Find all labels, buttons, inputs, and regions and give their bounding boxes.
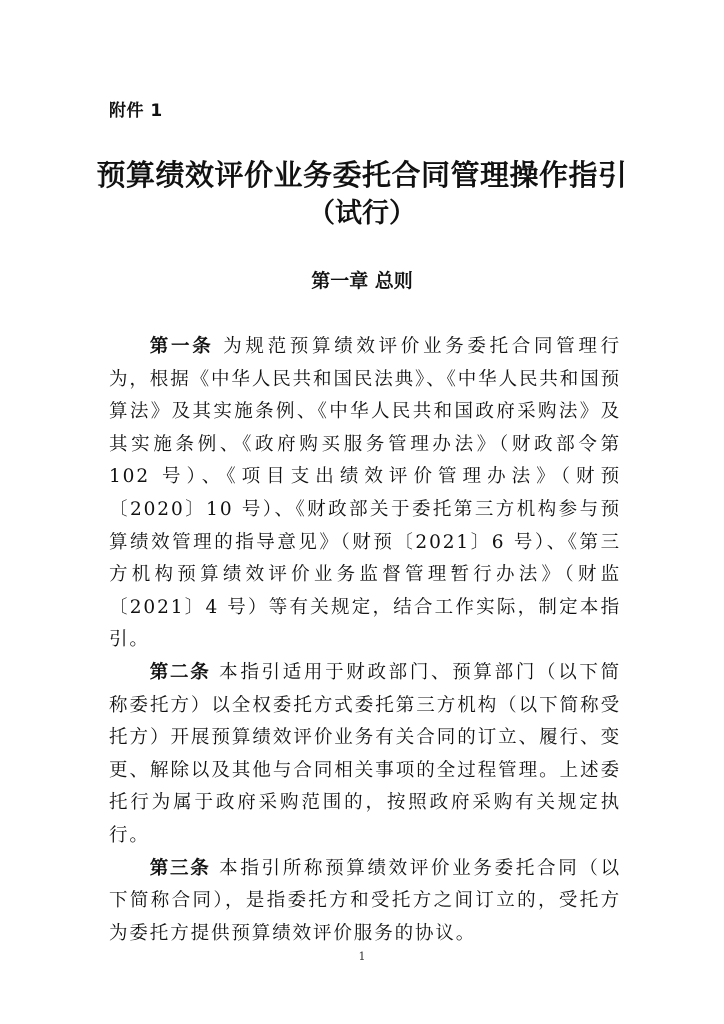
document-subtitle: （试行） [308,198,416,229]
article-3-label: 第三条 [149,857,211,879]
article-2-label: 第二条 [149,661,211,683]
article-2 [109,657,621,853]
article-1-text: 为规范预算绩效评价业务委托合同管理行为，根据《中华人民共和国民法典》、《中华人民共和国预算法》及其实施条例、《中华人民共和国政府采购法》及其实施条例、《政府购买服务管理办法》（财政部令第 102 号）、《项目支出绩效评价管理办法》（财预〔2020〕10 号）、《财政部关于委托第三方机构参与预算绩效管理的指导意见》（财预〔2021〕6 号）、《第三方机构预算绩效评价业务监督管理暂行办法》（财监〔2021〕4 号）等有关规定，结合工作实际，制定本指引。 [109,336,621,651]
article-1-label: 第一条 [149,336,214,357]
chapter-heading: 第一章 总则 [311,270,413,292]
page-number: 1 [358,950,366,963]
attachment-label: 附件 1 [109,101,163,121]
article-3 [109,853,621,951]
article-1 [109,331,621,657]
article-3-text: 本指引所称预算绩效评价业务委托合同（以下简称合同），是指委托方和受托方之间订立的，受托方为委托方提供预算绩效评价服务的协议。 [109,857,621,944]
document-title: 预算绩效评价业务委托合同管理操作指引 [96,158,628,192]
article-2-text: 本指引适用于财政部门、预算部门（以下简称委托方）以全权委托方式委托第三方机构（以下简称受托方）开展预算绩效评价业务有关合同的订立、履行、变更、解除以及其他与合同相关事项的全过程管理。上述委托行为属于政府采购范围的，按照政府采购有关规定执行。 [109,661,621,846]
document-body [109,331,621,950]
